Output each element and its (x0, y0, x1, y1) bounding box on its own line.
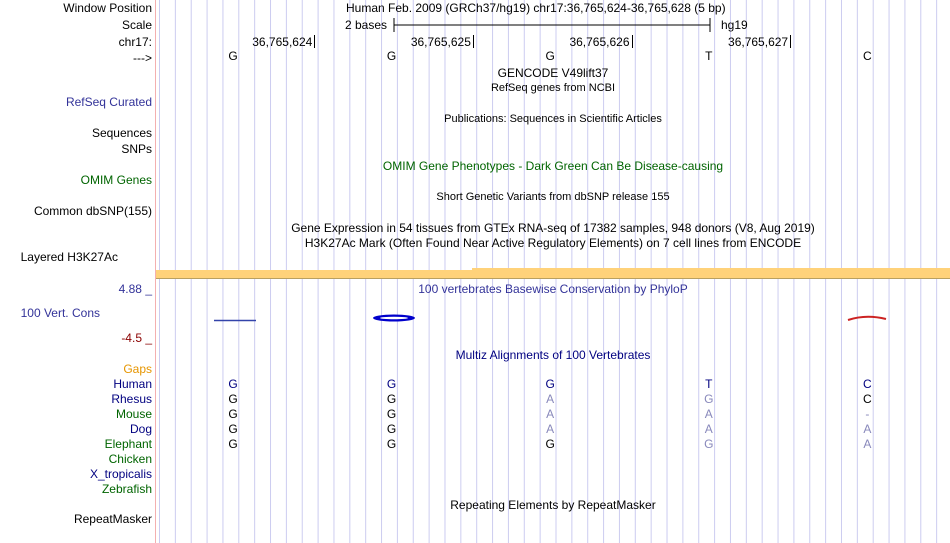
alignment-base: G (386, 407, 397, 421)
h3k27ac-track-label[interactable]: Layered H3K27Ac (20, 250, 118, 264)
alignment-base: A (546, 422, 555, 436)
dbsnp-track-title: Short Genetic Variants from dbSNP release 155 (436, 191, 670, 203)
alignment-base: G (386, 422, 397, 436)
coordinate-tick (473, 35, 474, 48)
gencode-track-title: GENCODE V49lift37 (497, 66, 609, 80)
gaps-label[interactable]: Gaps (123, 362, 152, 376)
coordinate-label: 36,765,624 (252, 35, 313, 49)
h3k27ac-track-title: H3K27Ac Mark (Often Found Near Active Regulatory Elements) on 7 cell lines from ENCODE (304, 236, 802, 250)
alignment-base: A (863, 437, 872, 451)
species-label[interactable]: Mouse (115, 407, 152, 421)
coordinate-tick (632, 35, 633, 48)
scale-bar (392, 17, 714, 33)
sequences-track-label[interactable]: Sequences (91, 126, 152, 140)
omim-track-label[interactable]: OMIM Genes (80, 173, 152, 187)
reference-base: G (386, 49, 397, 63)
window-position-label: Window Position (63, 1, 152, 15)
window-position-text: Human Feb. 2009 (GRCh37/hg19) chr17:36,765,624-36,765,628 (5 bp) (346, 1, 726, 15)
scale-span-text: 2 bases (345, 18, 388, 32)
alignment-base: G (545, 377, 555, 391)
alignment-base: G (545, 437, 555, 451)
dbsnp-track-label[interactable]: Common dbSNP(155) (33, 204, 152, 218)
conservation-track-title: 100 vertebrates Basewise Conservation by PhyloP (418, 282, 688, 296)
cons-track-label[interactable]: 100 Vert. Cons (20, 306, 100, 320)
coordinate-label: 36,765,625 (410, 35, 471, 49)
alignment-base: A (863, 422, 872, 436)
reference-base: C (863, 49, 872, 63)
refseq-track-label[interactable]: RefSeq Curated (65, 95, 152, 109)
reference-base: G (545, 49, 555, 63)
h3k27ac-signal[interactable] (156, 268, 950, 282)
omim-track-title: OMIM Gene Phenotypes - Dark Green Can Be Disease-causing (382, 159, 724, 173)
conservation-signal[interactable] (156, 308, 950, 328)
alignment-base: G (386, 392, 397, 406)
multiz-track-title: Multiz Alignments of 100 Vertebrates (455, 348, 651, 362)
species-label[interactable]: Human (113, 377, 152, 391)
species-label[interactable]: X_tropicalis (89, 467, 152, 481)
reference-base: T (705, 49, 713, 63)
alignment-base: G (228, 437, 238, 451)
alignment-base: A (704, 422, 713, 436)
chrom-label: chr17: (118, 35, 152, 49)
alignment-base: G (704, 437, 714, 451)
repeatmasker-track-label[interactable]: RepeatMasker (73, 512, 152, 526)
alignment-base: A (546, 392, 555, 406)
alignment-base: G (704, 392, 714, 406)
species-label[interactable]: Elephant (104, 437, 152, 451)
species-label[interactable]: Chicken (108, 452, 152, 466)
coordinate-label: 36,765,626 (569, 35, 630, 49)
alignment-base: A (704, 407, 713, 421)
cons-min-value: -4.5 _ (121, 331, 152, 345)
snps-track-label[interactable]: SNPs (121, 142, 152, 156)
alignment-base: A (546, 407, 555, 421)
alignment-base: - (865, 407, 870, 421)
strand-label[interactable]: ---> (133, 51, 152, 65)
refseq-track-title: RefSeq genes from NCBI (490, 82, 616, 94)
alignment-base: G (386, 377, 397, 391)
alignment-base: G (228, 392, 238, 406)
scale-assembly: hg19 (721, 18, 748, 32)
track-image[interactable] (156, 0, 950, 543)
coordinate-label: 36,765,627 (728, 35, 789, 49)
alignment-base: G (228, 407, 238, 421)
alignment-base: G (228, 422, 238, 436)
alignment-base: C (863, 392, 872, 406)
scale-label: Scale (121, 18, 152, 32)
track-labels-column (0, 0, 155, 543)
gtex-track-title: Gene Expression in 54 tissues from GTEx RNA-seq of 17382 samples, 948 donors (V8, Aug 2019) (291, 221, 815, 235)
alignment-base: G (228, 377, 238, 391)
alignment-base: T (705, 377, 713, 391)
alignment-base: G (386, 437, 397, 451)
coordinate-tick (790, 35, 791, 48)
reference-base: G (228, 49, 238, 63)
repeatmasker-track-title: Repeating Elements by RepeatMasker (450, 498, 656, 512)
species-label[interactable]: Zebrafish (101, 482, 152, 496)
species-label[interactable]: Dog (129, 422, 152, 436)
species-label[interactable]: Rhesus (111, 392, 152, 406)
publications-track-title: Publications: Sequences in Scientific Articles (444, 113, 662, 125)
alignment-base: C (863, 377, 872, 391)
coordinate-tick (314, 35, 315, 48)
cons-max-value: 4.88 _ (118, 282, 152, 296)
